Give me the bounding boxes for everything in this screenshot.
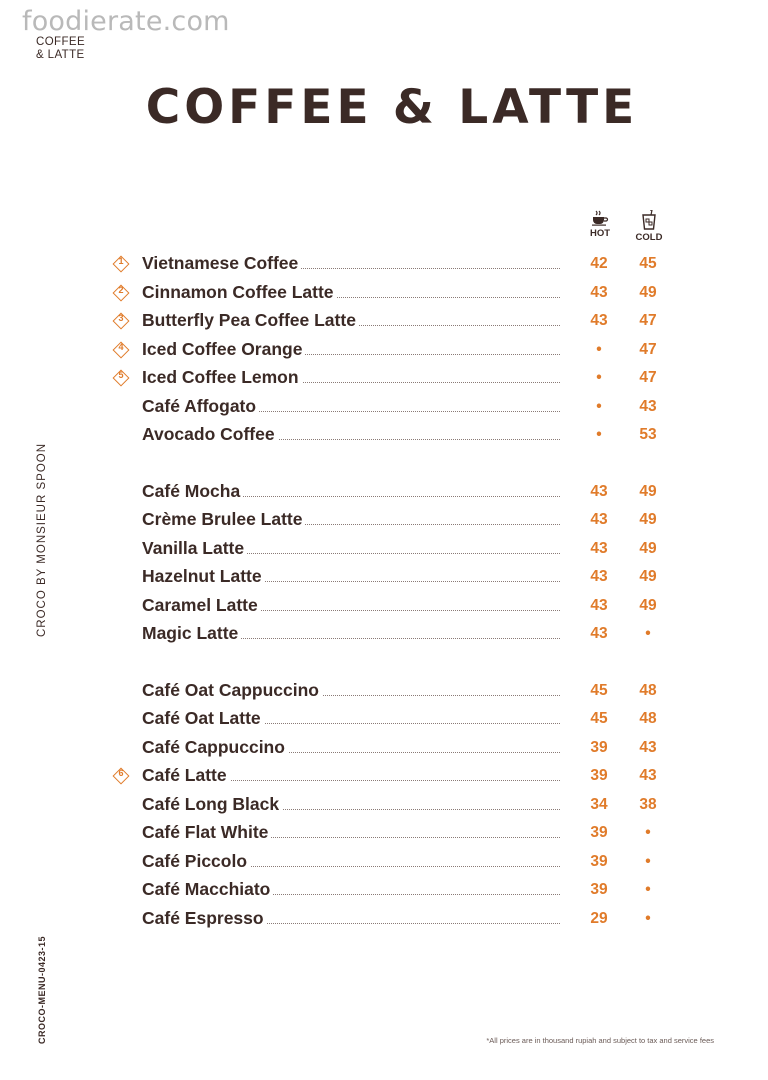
number-badge: [112, 312, 130, 330]
item-name: Caramel Latte: [142, 595, 261, 616]
section-tag-line1: COFFEE: [36, 36, 86, 48]
price-cold: 47: [639, 369, 657, 386]
side-code: CROCO-MENU-0423-15: [37, 935, 47, 1045]
side-brand: CROCO BY MONSIEUR SPOON: [36, 442, 48, 638]
badge-number: 3: [118, 313, 124, 323]
item-name: Butterfly Pea Coffee Latte: [142, 310, 359, 331]
price-cold: 47: [639, 312, 657, 329]
price-hot: 39: [590, 767, 608, 784]
section-tag: [36, 36, 85, 62]
menu-item: [118, 765, 682, 791]
item-name: Café Latte: [142, 765, 230, 786]
menu-item: [142, 737, 682, 763]
menu-item: [142, 538, 682, 564]
column-label-cold: COLD: [635, 232, 663, 243]
item-name: Iced Coffee Orange: [142, 339, 305, 360]
price-cold: 48: [639, 682, 657, 699]
price-hot: •: [596, 369, 602, 386]
item-name: Café Oat Cappuccino: [142, 680, 322, 701]
price-hot: 34: [590, 796, 608, 813]
price-cold: 45: [639, 255, 657, 272]
item-name: Crème Brulee Latte: [142, 509, 305, 530]
price-cold: 43: [639, 739, 657, 756]
menu-item: [142, 566, 682, 592]
badge-number: 2: [118, 285, 124, 295]
price-hot: 39: [590, 853, 608, 870]
price-hot: 43: [590, 511, 608, 528]
item-name: Café Piccolo: [142, 851, 250, 872]
price-cold: 49: [639, 483, 657, 500]
menu-item: [142, 595, 682, 621]
price-hot: 45: [590, 710, 608, 727]
menu-item: [118, 282, 682, 308]
price-cold: 49: [639, 284, 657, 301]
menu-item: [142, 680, 682, 706]
menu-item: [118, 367, 682, 393]
menu-item: [142, 908, 682, 934]
number-badge: [112, 255, 130, 273]
watermark: foodierate.com: [22, 6, 230, 37]
price-cold: 49: [639, 511, 657, 528]
price-cold: •: [645, 881, 651, 898]
menu-item: [142, 851, 682, 877]
price-cold: 43: [639, 398, 657, 415]
price-hot: •: [596, 426, 602, 443]
number-badge: [112, 284, 130, 302]
price-hot: 39: [590, 824, 608, 841]
item-name: Café Affogato: [142, 396, 259, 417]
price-cold: 47: [639, 341, 657, 358]
item-name: Avocado Coffee: [142, 424, 278, 445]
price-cold: 49: [639, 568, 657, 585]
price-hot: •: [596, 341, 602, 358]
price-cold: 49: [639, 597, 657, 614]
price-hot: 43: [590, 625, 608, 642]
number-badge: [112, 369, 130, 387]
menu-item: [118, 253, 682, 279]
item-name: Vanilla Latte: [142, 538, 247, 559]
column-header-cold: [629, 210, 669, 243]
item-name: Café Flat White: [142, 822, 271, 843]
badge-number: 5: [118, 370, 124, 380]
price-cold: 43: [639, 767, 657, 784]
menu-item: [142, 481, 682, 507]
number-badge: [112, 341, 130, 359]
item-name: Hazelnut Latte: [142, 566, 265, 587]
price-cold: 53: [639, 426, 657, 443]
menu-item: [118, 339, 682, 365]
price-hot: 42: [590, 255, 608, 272]
column-header-hot: [580, 210, 620, 239]
price-hot: 43: [590, 540, 608, 557]
item-name: Vietnamese Coffee: [142, 253, 301, 274]
price-hot: •: [596, 398, 602, 415]
item-name: Café Long Black: [142, 794, 282, 815]
column-label-hot: HOT: [589, 228, 611, 239]
price-hot: 43: [590, 568, 608, 585]
menu-item: [142, 794, 682, 820]
price-cold: 48: [639, 710, 657, 727]
item-name: Café Cappuccino: [142, 737, 288, 758]
item-name: Iced Coffee Lemon: [142, 367, 302, 388]
menu-item: [142, 822, 682, 848]
footnote: *All prices are in thousand rupiah and subject to tax and service fees: [486, 1036, 714, 1045]
item-name: Cinnamon Coffee Latte: [142, 282, 337, 303]
price-cold: •: [645, 910, 651, 927]
menu-item: [142, 708, 682, 734]
menu-item: [142, 424, 682, 450]
section-tag-line2: & LATTE: [36, 49, 85, 61]
badge-number: 6: [118, 768, 124, 778]
menu-item: [142, 509, 682, 535]
price-hot: 43: [590, 284, 608, 301]
page-title: COFFEE & LATTE: [145, 80, 639, 135]
badge-number: 4: [118, 342, 124, 352]
hot-cup-icon: [591, 210, 609, 226]
item-name: Magic Latte: [142, 623, 241, 644]
item-name: Café Mocha: [142, 481, 243, 502]
item-name: Café Macchiato: [142, 879, 273, 900]
iced-cup-icon: [641, 210, 657, 230]
menu-item: [142, 879, 682, 905]
badge-number: 1: [118, 256, 124, 266]
price-hot: 43: [590, 312, 608, 329]
price-cold: 38: [639, 796, 657, 813]
price-hot: 45: [590, 682, 608, 699]
price-cold: 49: [639, 540, 657, 557]
menu-item: [118, 310, 682, 336]
price-hot: 43: [590, 483, 608, 500]
price-hot: 39: [590, 881, 608, 898]
number-badge: [112, 767, 130, 785]
price-hot: 39: [590, 739, 608, 756]
item-name: Café Espresso: [142, 908, 267, 929]
price-cold: •: [645, 824, 651, 841]
price-hot: 43: [590, 597, 608, 614]
price-cold: •: [645, 625, 651, 642]
item-name: Café Oat Latte: [142, 708, 264, 729]
price-hot: 29: [590, 910, 608, 927]
price-cold: •: [645, 853, 651, 870]
menu-item: [142, 623, 682, 649]
menu-item: [142, 396, 682, 422]
